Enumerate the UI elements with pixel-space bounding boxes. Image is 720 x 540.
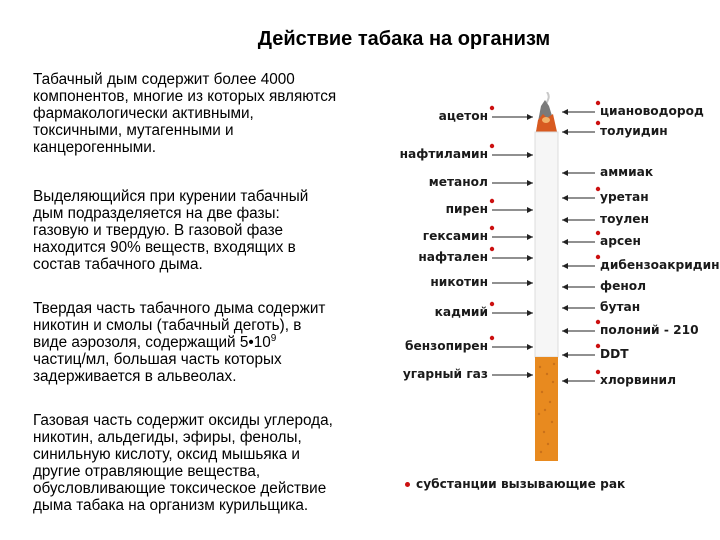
speckle <box>553 363 555 365</box>
arrowhead-icon <box>562 352 568 358</box>
speckle <box>540 451 542 453</box>
cigarette-body <box>535 132 558 357</box>
arrowhead-icon <box>562 109 568 115</box>
arrowhead-icon <box>527 234 533 240</box>
label-right: циановодород <box>600 104 704 118</box>
label-left: метанол <box>428 175 488 189</box>
paragraph-4 <box>33 412 398 514</box>
label-left: угарный газ <box>402 367 488 381</box>
arrowhead-icon <box>527 280 533 286</box>
paragraph-line: компонентов, многие из которых являются <box>33 88 337 105</box>
speckle <box>549 401 551 403</box>
arrowhead-icon <box>527 152 533 158</box>
speckle <box>543 431 545 433</box>
ember-glow-icon <box>542 117 550 123</box>
superscript-exponent: 9 <box>270 332 277 344</box>
arrowhead-icon <box>527 180 533 186</box>
label-right: полоний - 210 <box>600 323 699 337</box>
arrowhead-icon <box>527 207 533 213</box>
paragraph-line: фармакологически активными, <box>33 105 254 122</box>
paragraph-line: токсичными, мутагенными и <box>33 122 234 139</box>
label-right: DDT <box>600 347 629 361</box>
cigarette-filter <box>535 357 558 461</box>
speckle <box>551 421 553 423</box>
speckle <box>544 409 546 411</box>
arrowhead-icon <box>527 255 533 261</box>
paragraph-line: частиц/мл, большая часть которых <box>33 351 282 368</box>
paragraph-line: канцерогенными. <box>33 139 157 156</box>
label-left: ацетон <box>438 109 488 123</box>
speckle <box>547 443 549 445</box>
label-left: пирен <box>445 202 488 216</box>
paragraph-line: дыма табака на организм курильщика. <box>33 497 309 514</box>
paragraph-line: обусловливающие токсическое действие <box>33 480 327 497</box>
arrowhead-icon <box>562 284 568 290</box>
paragraph-line: Табачный дым содержит более 4000 <box>33 71 295 88</box>
label-left: гексамин <box>422 229 488 243</box>
paragraph-3 <box>33 300 398 385</box>
label-right: бутан <box>600 300 641 314</box>
label-right: аммиак <box>600 165 654 179</box>
arrowhead-icon <box>527 310 533 316</box>
paragraph-line: задерживается в альвеолах. <box>33 368 237 385</box>
paragraph-line: Выделяющийся при курении табачный <box>33 188 309 205</box>
label-right: толуидин <box>600 124 668 138</box>
label-left: никотин <box>430 275 488 289</box>
paragraph-text: виде аэрозоля, содержащий 5•10 <box>33 334 271 351</box>
arrowhead-icon <box>527 344 533 350</box>
speckle <box>552 381 554 383</box>
label-left: кадмий <box>434 305 488 319</box>
label-right: уретан <box>600 190 649 204</box>
label-right: тоулен <box>600 212 649 226</box>
paragraph-line: газовую и твердую. В газовой фазе <box>33 222 283 239</box>
label-left: нафтиламин <box>399 147 488 161</box>
red-dot-icon <box>490 106 494 110</box>
arrowhead-icon <box>562 217 568 223</box>
label-left: бензопирен <box>404 339 488 353</box>
paragraph-line: состав табачного дыма. <box>33 256 203 273</box>
paragraph-line: синильную кислоту, оксид мышьяка и <box>33 446 300 463</box>
label-left: нафтален <box>418 250 488 264</box>
paragraph-line: дым подразделяется на две фазы: <box>33 205 280 222</box>
speckle <box>541 391 543 393</box>
arrowhead-icon <box>562 195 568 201</box>
label-right: фенол <box>600 279 647 293</box>
paragraph-line: Газовая часть содержит оксиды углерода, <box>33 412 333 429</box>
arrowhead-icon <box>527 372 533 378</box>
arrowhead-icon <box>562 129 568 135</box>
label-right: арсен <box>600 234 641 248</box>
paragraph-2 <box>33 188 398 273</box>
arrowhead-icon <box>562 263 568 269</box>
label-right: хлорвинил <box>600 373 677 387</box>
red-dot-icon <box>490 336 494 340</box>
arrowhead-icon <box>562 170 568 176</box>
paragraph-line <box>33 334 398 351</box>
red-dot-icon <box>490 199 494 203</box>
paragraph-line: другие отравляющие вещества, <box>33 463 261 480</box>
arrowhead-icon <box>562 378 568 384</box>
red-dot-icon <box>490 226 494 230</box>
page-title <box>0 28 720 51</box>
label-right: дибензоакридин <box>600 258 720 272</box>
arrowhead-icon <box>562 305 568 311</box>
paragraph-1 <box>33 71 398 156</box>
paragraph-line: Твердая часть табачного дыма содержит <box>33 300 326 317</box>
speckle <box>546 373 548 375</box>
red-dot-icon <box>405 482 410 487</box>
paragraph-line: никотин, альдегиды, эфиры, фенолы, <box>33 429 302 446</box>
paragraph-line: никотин и смолы (табачный деготь), в <box>33 317 302 334</box>
arrowhead-icon <box>527 114 533 120</box>
arrowhead-icon <box>562 239 568 245</box>
red-dot-icon <box>490 302 494 306</box>
arrowhead-icon <box>562 328 568 334</box>
red-dot-icon <box>490 247 494 251</box>
speckle <box>539 366 541 368</box>
paragraph-line: находится 90% веществ, входящих в <box>33 239 296 256</box>
legend <box>405 477 625 491</box>
legend-text: субстанции вызывающие рак <box>416 477 626 491</box>
red-dot-icon <box>490 144 494 148</box>
page-title-text: Действие табака на организм <box>257 28 551 50</box>
speckle <box>538 413 540 415</box>
